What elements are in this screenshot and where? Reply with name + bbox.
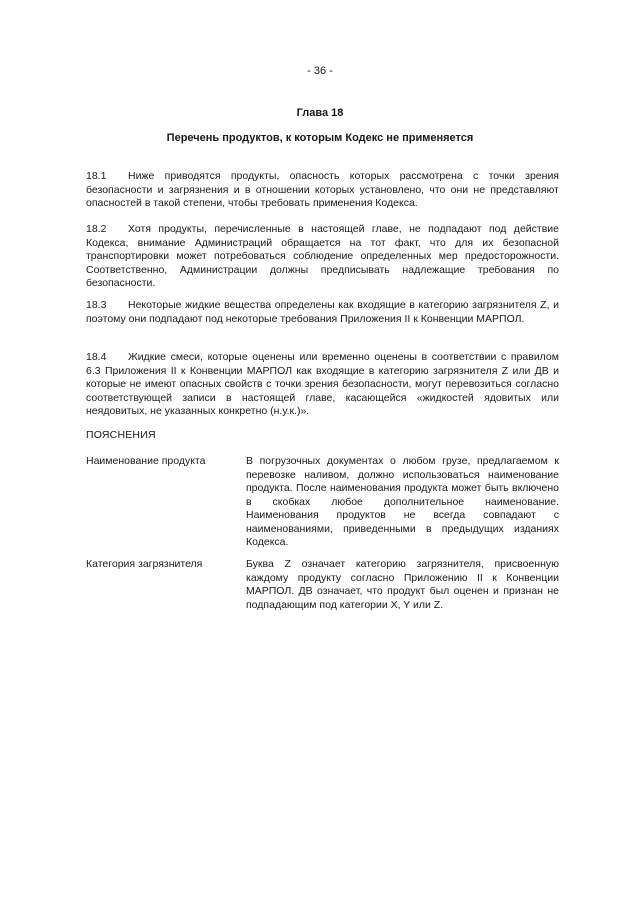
paragraph-text: Некоторые жидкие вещества определены как входящие в категорию загрязнителя Z, и поэтому они подпадают под некоторые требования Приложения II к Конвенции МАРПОЛ. (86, 299, 559, 325)
paragraph-number: 18.2 (86, 223, 107, 235)
paragraph-18-4 (86, 351, 559, 419)
paragraph-number: 18.4 (86, 351, 107, 363)
paragraph-number: 18.3 (86, 299, 107, 311)
term-product-name: Наименование продукта (86, 455, 206, 467)
explanations-heading: ПОЯСНЕНИЯ (86, 429, 156, 441)
chapter-title: Перечень продуктов, к которым Кодекс не применяется (166, 132, 474, 144)
paragraph-18-1 (86, 170, 559, 211)
paragraph-18-3 (86, 299, 559, 326)
paragraph-18-2 (86, 223, 559, 291)
paragraph-text: Хотя продукты, перечисленные в настоящей главе, не подпадают под действие Кодекса, внимание Администраций обращается на тот факт, что для их безопасной транспортировки может потребоваться соблюдение определенных мер предосторожности. Соответственно, Администрации должны предписывать надлежащие требования по безопасности. (86, 223, 559, 289)
page-number: - 36 - (307, 65, 333, 77)
paragraph-number: 18.1 (86, 170, 107, 182)
paragraph-text: Жидкие смеси, которые оценены или временно оценены в соответствии с правилом 6.3 Приложения II к Конвенции МАРПОЛ как входящие в категорию загрязнителя Z или ДВ и которые не имеют опасных свойств с точки зрения безопасности, могут перевозиться согласно соответствующей записи в настоящей главе, касающейся «жидкостей ядовитых или неядовитых, не указанных конкретно (н.у.к.)». (86, 351, 559, 417)
definition-pollution-category: Буква Z означает категорию загрязнителя, присвоенную каждому продукту согласно Приложению II к Конвенции МАРПОЛ. ДВ означает, что продукт был оценен и признан не подпадающим под категории X, Y или Z. (246, 558, 559, 611)
chapter-heading: Глава 18 (296, 107, 344, 119)
term-pollution-category: Категория загрязнителя (86, 558, 203, 570)
paragraph-text: Ниже приводятся продукты, опасность которых рассмотрена с точки зрения безопасности и загрязнения и в отношении которых установлено, что они не представляют опасностей в такой степени, чтобы требовать применения Кодекса. (86, 170, 559, 209)
definition-product-name: В погрузочных документах о любом грузе, предлагаемом к перевозке наливом, должно использоваться наименование продукта. После наименования продукта может быть включено в скобках любое дополнительное наименование. Наименования продуктов не всегда совпадают с наименованиями, приведенными в предыдущих изданиях Кодекса. (246, 455, 559, 548)
